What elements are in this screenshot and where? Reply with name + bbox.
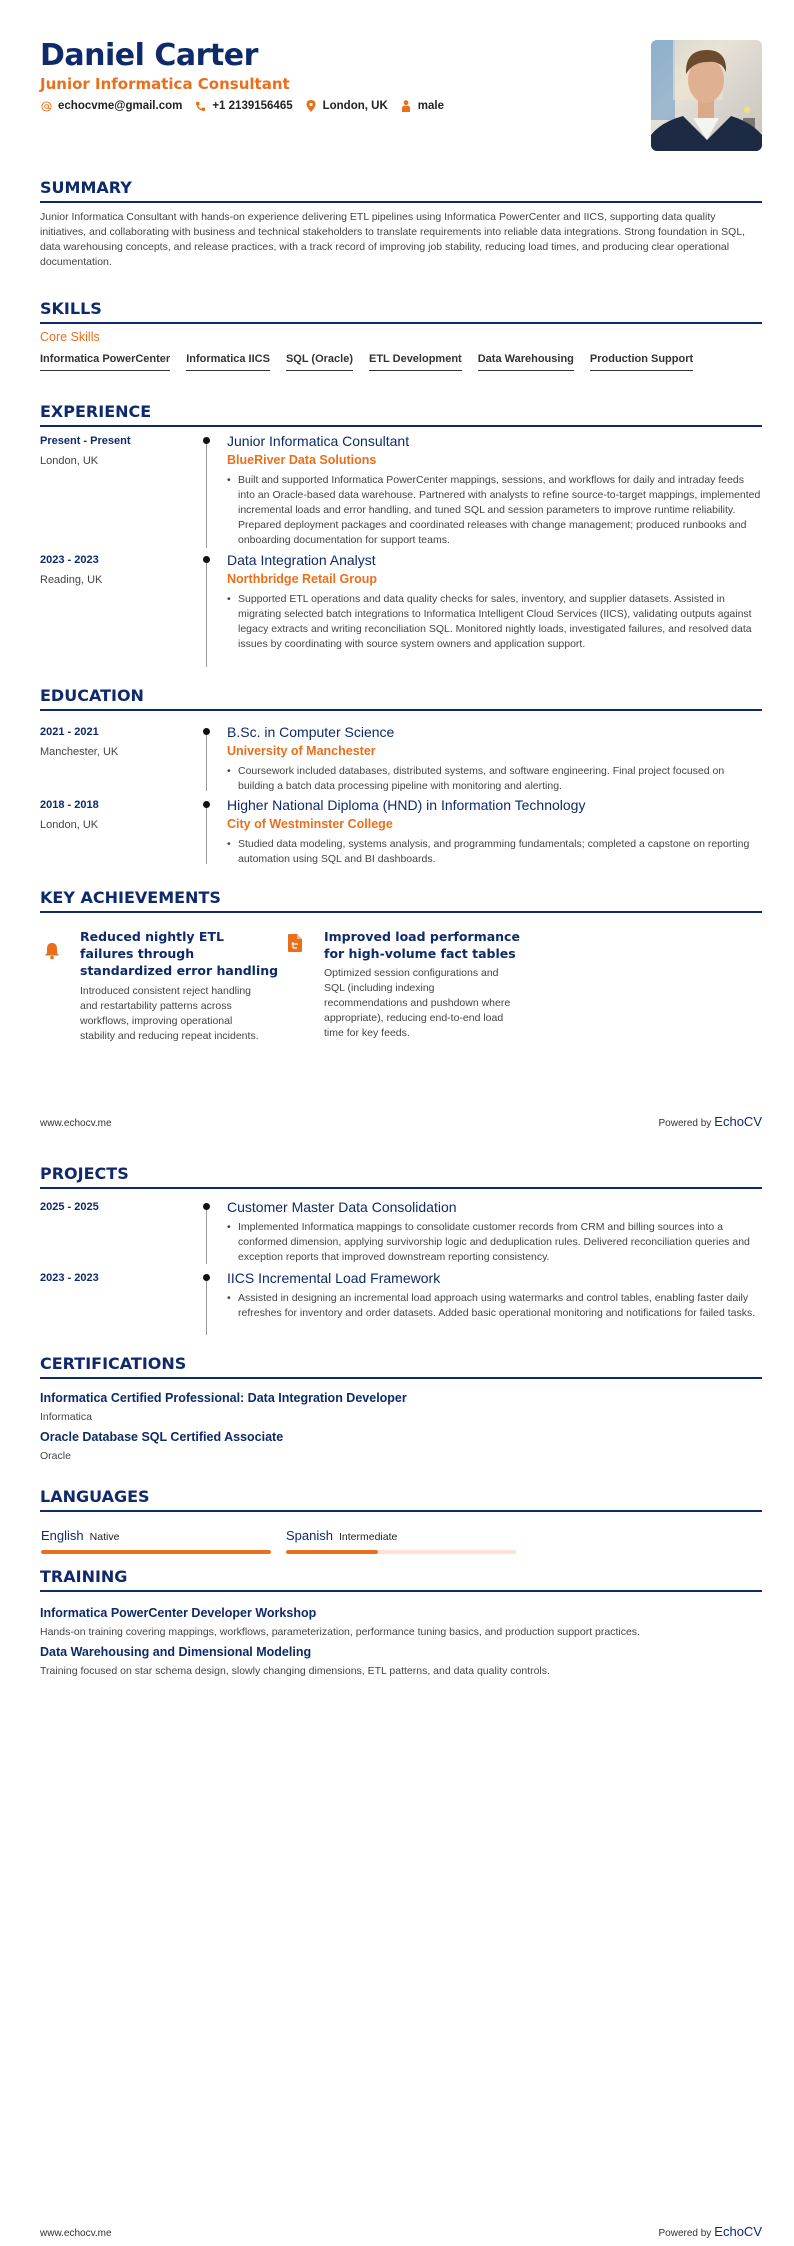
item-organization: University of Manchester [227, 744, 376, 758]
candidate-name: Daniel Carter [40, 38, 258, 73]
timeline-dot [203, 556, 210, 563]
item-title: Customer Master Data Consolidation [227, 1199, 457, 1215]
page-footer-bottom [40, 2224, 762, 2239]
skills-subtitle: Core Skills [40, 330, 100, 344]
project-item [40, 1272, 762, 1332]
phone-icon [194, 100, 206, 112]
section-title-skills: SKILLS [40, 299, 762, 324]
section-title-projects: PROJECTS [40, 1164, 762, 1189]
item-title: B.Sc. in Computer Science [227, 724, 395, 740]
location-pin-icon [305, 100, 317, 112]
item-bullet: • Assisted in designing an incremental load approach using watermarks and control tables, enabling faster daily refreshes for inventory and order datasets. Added basic operational monitoring and notifications for failed tasks. [227, 1291, 762, 1321]
section-title-experience: EXPERIENCE [40, 402, 762, 427]
item-organization: Northbridge Retail Group [227, 572, 377, 586]
section-title-languages: LANGUAGES [40, 1487, 762, 1512]
item-location: London, UK [40, 819, 99, 831]
gender-value: male [417, 100, 444, 112]
language-proficiency-bar [41, 1550, 271, 1554]
skill-tag: Informatica PowerCenter [40, 353, 170, 371]
candidate-role: Junior Informatica Consultant [40, 75, 290, 93]
contact-phone[interactable] [194, 100, 292, 112]
item-dates: 2023 - 2023 [40, 554, 99, 566]
person-icon [400, 100, 412, 112]
timeline-line [206, 557, 207, 667]
language-name: English [41, 1528, 84, 1543]
brand-name: EchoCV [714, 1114, 762, 1129]
phone-value: +1 2139156465 [212, 100, 293, 112]
language-item [41, 1527, 271, 1554]
email-value: echocvme@gmail.com [58, 100, 183, 112]
education-item [40, 797, 762, 865]
timeline-line [206, 438, 207, 548]
education-item [40, 724, 762, 792]
timeline-dot [203, 801, 210, 808]
powered-by-label: Powered by [658, 2228, 712, 2239]
item-dates: 2023 - 2023 [40, 1272, 99, 1284]
footer-powered-by [658, 2224, 762, 2239]
brand-name: EchoCV [714, 2224, 762, 2239]
timeline-dot [203, 1274, 210, 1281]
footer-site-link[interactable]: www.echocv.me [40, 1118, 112, 1129]
certification-name: Oracle Database SQL Certified Associate [40, 1430, 284, 1444]
language-proficiency-bar [286, 1550, 516, 1554]
section-title-summary: SUMMARY [40, 178, 762, 203]
skills-list [40, 353, 709, 371]
footer-powered-by [658, 1114, 762, 1129]
powered-by-label: Powered by [658, 1118, 712, 1129]
achievement-description: Optimized session configurations and SQL (including indexing recommendations and pushdown where appropriate), reducing end-to-end load time for key feeds. [324, 967, 511, 1039]
skill-tag: Data Warehousing [478, 353, 574, 371]
contact-row [40, 100, 540, 112]
item-location: Manchester, UK [40, 746, 119, 758]
item-title: Higher National Diploma (HND) in Information Technology [227, 797, 586, 813]
timeline-dot [203, 728, 210, 735]
item-organization: BlueRiver Data Solutions [227, 453, 377, 467]
language-proficiency-fill [41, 1550, 271, 1554]
skill-tag: SQL (Oracle) [286, 353, 353, 371]
experience-item [40, 554, 762, 664]
item-bullet: • Built and supported Informatica PowerCenter mappings, sessions, and workflows for daily and intraday feeds into an Oracle-based data warehouse. Partnered with analysts to refine source-to-target mappings, implemented incremental loads and error handling, and tuned SQL and session parameters to improve runtime reliability. Prepared deployment packages and coordinated releases with change management; produced runbooks and onboarding documentation for support teams. [227, 473, 762, 548]
timeline-dot [203, 437, 210, 444]
training-name: Informatica PowerCenter Developer Workshop [40, 1606, 317, 1620]
item-location: Reading, UK [40, 574, 103, 586]
item-dates: 2021 - 2021 [40, 726, 99, 738]
language-item [286, 1527, 516, 1554]
timeline-line [206, 1275, 207, 1335]
item-dates: 2018 - 2018 [40, 799, 99, 811]
language-level: Intermediate [338, 1531, 398, 1543]
item-bullet: • Studied data modeling, systems analysis, and programming fundamentals; completed a capstone on reporting automation using SQL and BI dashboards. [227, 837, 762, 867]
timeline-dot [203, 1203, 210, 1210]
achievement-title: Improved load performance for high-volume fact tables [324, 929, 520, 961]
certification-issuer: Oracle [40, 1450, 71, 1462]
item-title: Junior Informatica Consultant [227, 433, 410, 449]
location-value: London, UK [322, 100, 388, 112]
certification-issuer: Informatica [40, 1411, 92, 1423]
document-icon [288, 934, 304, 952]
section-title-training: TRAINING [40, 1567, 762, 1592]
timeline-line [206, 729, 207, 791]
page-footer [40, 1114, 762, 1129]
item-organization: City of Westminster College [227, 817, 393, 831]
section-title-education: EDUCATION [40, 686, 762, 711]
item-dates: Present - Present [40, 435, 131, 447]
summary-text: Junior Informatica Consultant with hands-on experience delivering ETL pipelines using Informatica PowerCenter and IICS, supporting data quality initiatives, and collaborating with business and technical stakeholders to translate requirements into reliable data integrations. Strong foundation in SQL, data warehousing concepts, and release practices, with a track record of improving job stability, reducing load times, and producing clear operational documentation. [40, 211, 746, 268]
achievement-title: Reduced nightly ETL failures through standardized error handling [80, 929, 279, 978]
skill-tag: ETL Development [369, 353, 462, 371]
training-name: Data Warehousing and Dimensional Modeling [40, 1645, 312, 1659]
item-bullet: • Implemented Informatica mappings to consolidate customer records from CRM and billing sources into a conformed dimension, applying survivorship logic and deduplication rules. Delivered reconciliation queries and exception reports that improved downstream reporting consistency. [227, 1220, 762, 1265]
section-title-achievements: KEY ACHIEVEMENTS [40, 888, 762, 913]
contact-gender [400, 100, 444, 112]
resume-header [40, 38, 540, 112]
at-icon [40, 100, 52, 112]
training-description: Hands-on training covering mappings, workflows, parameterization, performance tuning basics, and production support practices. [40, 1626, 640, 1638]
certification-name: Informatica Certified Professional: Data Integration Developer [40, 1391, 407, 1405]
timeline-line [206, 802, 207, 864]
item-bullet: • Coursework included databases, distributed systems, and software engineering. Final project focused on building a batch data processing pipeline with monitoring and alerting. [227, 764, 762, 794]
project-item [40, 1201, 762, 1261]
language-name: Spanish [286, 1528, 333, 1543]
profile-photo [651, 40, 762, 151]
item-bullet: • Supported ETL operations and data quality checks for sales, inventory, and supplier datasets. Assisted in migrating selected batch integrations to Informatica Intelligent Cloud Services (IICS), validating outputs against legacy extracts and writing reconciliation SQL. Monitored nightly loads, investigated failures, and resolved data issues by coordinating with source system owners and application support. [227, 592, 762, 652]
section-title-certifications: CERTIFICATIONS [40, 1354, 762, 1379]
item-title: IICS Incremental Load Framework [227, 1270, 441, 1286]
timeline-line [206, 1204, 207, 1264]
language-proficiency-fill [286, 1550, 378, 1554]
item-dates: 2025 - 2025 [40, 1201, 99, 1213]
contact-email[interactable] [40, 100, 182, 112]
item-location: London, UK [40, 455, 99, 467]
skill-tag: Production Support [590, 353, 693, 371]
training-description: Training focused on star schema design, slowly changing dimensions, ETL patterns, and data quality controls. [40, 1665, 550, 1677]
language-level: Native [89, 1531, 120, 1543]
achievement-description: Introduced consistent reject handling and restartability patterns across workflows, improving operational stability and reducing repeat incidents. [80, 985, 259, 1042]
bell-icon [44, 942, 60, 960]
contact-location [305, 100, 388, 112]
footer-site-link[interactable]: www.echocv.me [40, 2228, 112, 2239]
experience-item [40, 435, 762, 545]
skill-tag: Informatica IICS [186, 353, 270, 371]
item-title: Data Integration Analyst [227, 552, 376, 568]
